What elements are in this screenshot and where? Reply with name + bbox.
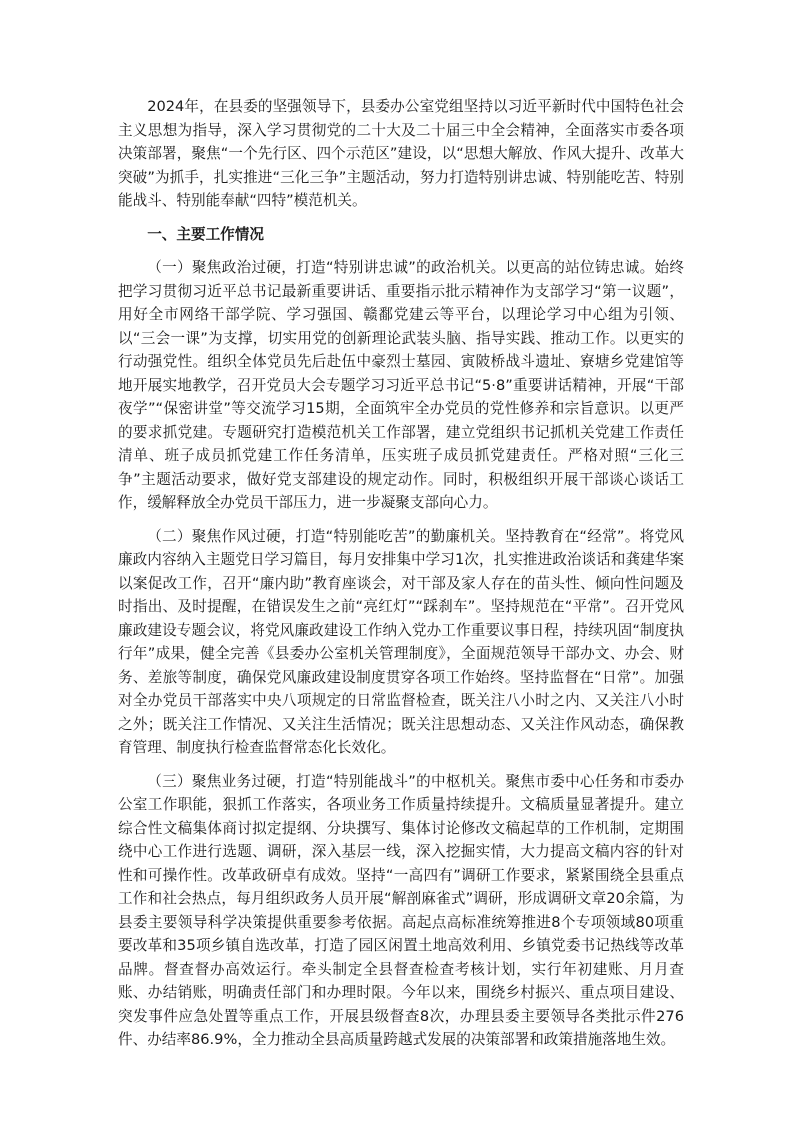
body-paragraph-conduct: （二）聚焦作风过硬，打造“特别能吃苦”的勤廉机关。坚持教育在“经常”。将党风廉政内容纳入主题党日学习篇目，每月安排集中学习1次，扎实推进政治谈话和龚建华案以案促改工作，召开“廉内助”教育座谈会，对干部及家人存在的苗头性、倾向性问题及时指出、及时提醒，在错误发生之前“亮红灯”“踩刹车”。坚持规范在“平常”。召开党风廉政建设专题会议，将党风廉政建设工作纳入党办工作重要议事日程，持续巩固“制度执行年”成果，健全完善《县委办公室机关管理制度》，全面规范领导干部办文、办会、财务、差旅等制度，确保党风廉政建设制度贯穿各项工作始终。坚持监督在“日常”。加强对全办党员干部落实中央八项规定的日常监督检查，既关注八小时之内、又关注八小时之外；既关注工作情况、又关注生活情况；既关注思想动态、又关注作风动态，确保教育管理、制度执行检查监督常态化长效化。 [118, 527, 684, 756]
intro-paragraph: 2024年，在县委的坚强领导下，县委办公室党组坚持以习近平新时代中国特色社会主义思想为指导，深入学习贯彻党的二十大及二十届三中全会精神，全面落实市委各项决策部署，聚焦“一个先行区、四个示范区”建设，以“思想大解放、作风大提升、改革大突破”为抓手，扎实推进“三化三争”主题活动，努力打造特别讲忠诚、特别能吃苦、特别能战斗、特别能奉献“四特”模范机关。 [118, 98, 684, 209]
section-heading: 一、主要工作情况 [147, 225, 264, 243]
body-paragraph-business: （三）聚焦业务过硬，打造“特别能战斗”的中枢机关。聚焦市委中心任务和市委办公室工作职能，狠抓工作落实，各项业务工作质量持续提升。文稿质量显著提升。建立综合性文稿集体商讨拟定提纲、分块撰写、集体讨论修改文稿起草的工作机制，定期围绕中心工作进行选题、调研，深入基层一线，深入挖掘实情，大力提高文稿内容的针对性和可操作性。改革政研卓有成效。坚持“一高四有”调研工作要求，紧紧围绕全县重点工作和社会热点，每月组织政务人员开展“解剖麻雀式”调研，形成调研文章20余篇，为县委主要领导科学决策提供重要参考依据。高起点高标准统筹推进8个专项领域80项重要改革和35项乡镇自选改革，打造了园区闲置土地高效利用、乡镇党委书记热线等改革品牌。督查督办高效运行。牵头制定全县督查检查考核计划，实行年初建账、月月查账、办结销账，明确责任部门和办理时限。今年以来，围绕乡村振兴、重点项目建设、突发事件应急处置等重点工作，开展县级督查8次，办理县委主要领导各类批示件276件、办结率86.9%，全力推动全县高质量跨越式发展的决策部署和政策措施落地生效。 [118, 772, 684, 1048]
document-page [118, 95, 684, 1062]
body-paragraph-political: （一）聚焦政治过硬，打造“特别讲忠诚”的政治机关。以更高的站位铸忠诚。始终把学习贯彻习近平总书记最新重要讲话、重要指示批示精神作为支部学习“第一议题”，用好全市网络干部学院、学习强国、赣鄱党建云等平台，以理论学习中心组为引领、以“三会一课”为支撑，切实用党的创新理论武装头脑、指导实践、推动工作。以更实的行动强党性。组织全体党员先后赴伍中豪烈士墓园、寅陂桥战斗遗址、寮塘乡党建馆等地开展实地教学，召开党员大会专题学习习近平总书记“5·8”重要讲话精神，开展“干部夜学”“保密讲堂”等交流学习15期，全面筑牢全办党员的党性修养和宗旨意识。以更严的要求抓党建。专题研究打造模范机关工作部署，建立党组织书记抓机关党建工作责任清单、班子成员抓党建工作任务清单，压实班子成员抓党建责任。严格对照“三化三争”主题活动要求，做好党支部建设的规定动作。同时，积极组织开展干部谈心谈话工作，缓解释放全办党员干部压力，进一步凝聚支部向心力。 [118, 259, 684, 511]
